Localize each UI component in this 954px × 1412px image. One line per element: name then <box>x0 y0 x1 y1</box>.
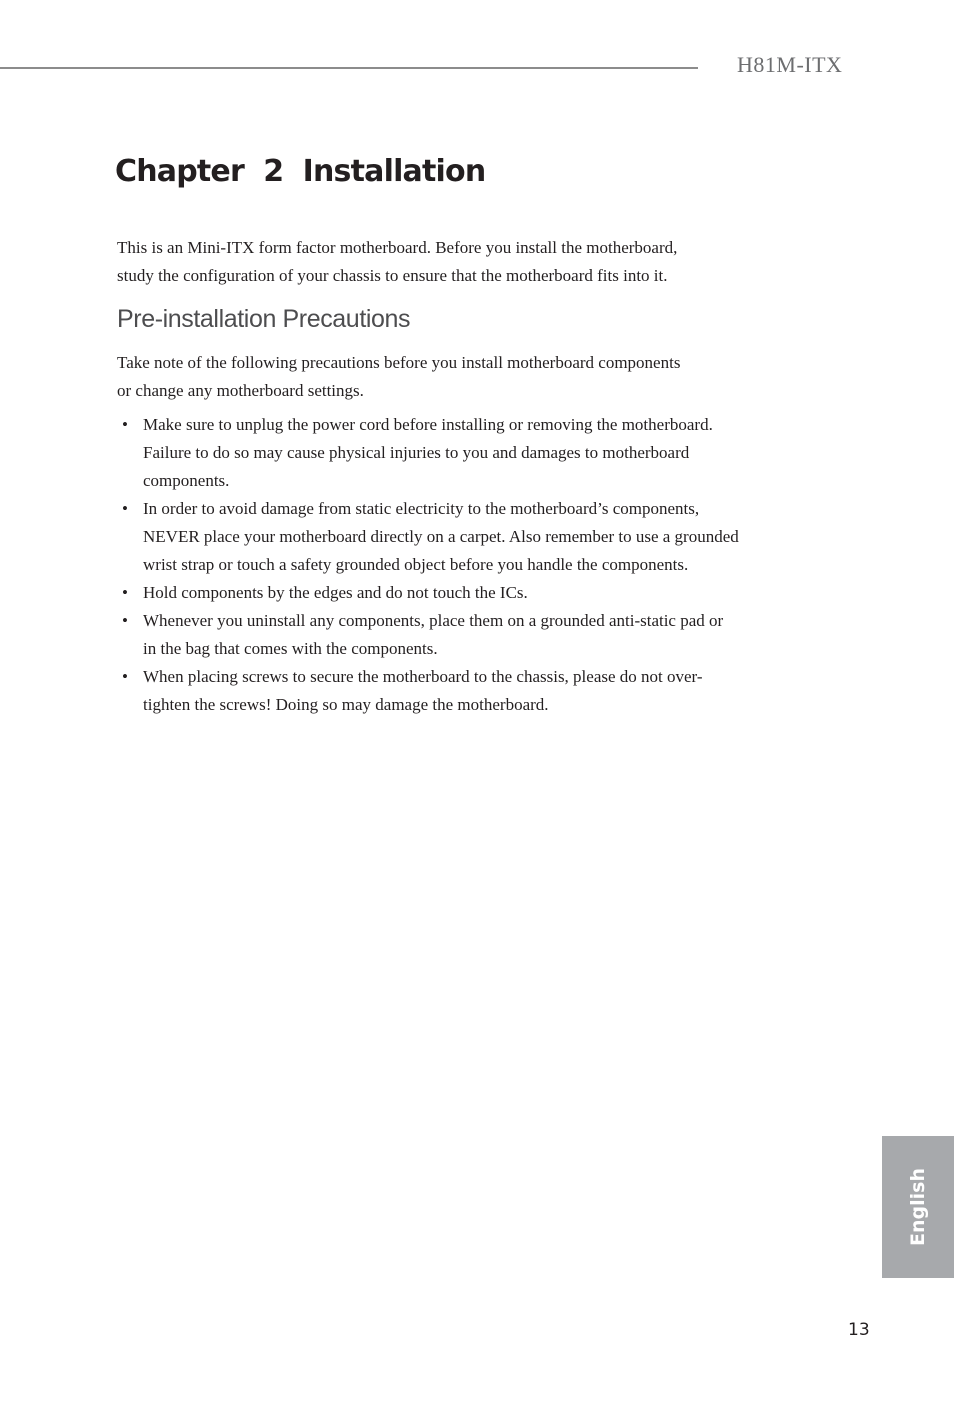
bullet: • <box>122 415 128 434</box>
precaution-line: Failure to do so may cause physical injuries to you and damages to motherboard <box>143 443 690 462</box>
precaution-line: in the bag that comes with the components. <box>143 639 438 658</box>
page-number: 13 <box>848 1320 870 1340</box>
precaution-line: NEVER place your motherboard directly on a carpet. Also remember to use a grounded <box>143 527 739 546</box>
precaution-intro-line: or change any motherboard settings. <box>117 381 364 400</box>
language-tab-label: English <box>907 1168 929 1246</box>
precaution-line: Make sure to unplug the power cord before installing or removing the motherboard. <box>143 415 713 434</box>
bullet: • <box>122 583 128 602</box>
precaution-item <box>117 411 817 495</box>
intro-paragraph <box>117 234 777 290</box>
model-name: H81M-ITX <box>737 52 843 77</box>
precaution-line: components. <box>143 471 230 490</box>
precaution-line: tighten the screws! Doing so may damage the motherboard. <box>143 695 549 714</box>
intro-line: This is an Mini-ITX form factor motherboard. Before you install the motherboard, <box>117 238 678 257</box>
precaution-item <box>117 607 817 663</box>
intro-line: study the configuration of your chassis to ensure that the motherboard fits into it. <box>117 266 668 285</box>
precaution-intro-line: Take note of the following precautions before you install motherboard components <box>117 353 681 372</box>
chapter-title: Chapter 2 Installation <box>115 154 486 189</box>
precaution-item <box>117 579 817 607</box>
precaution-line: Whenever you uninstall any components, place them on a grounded anti-static pad or <box>143 611 724 630</box>
precaution-intro <box>117 349 777 405</box>
language-tab <box>882 1136 954 1278</box>
precaution-line: Hold components by the edges and do not touch the ICs. <box>143 583 528 602</box>
section-heading: Pre-installation Precautions <box>117 305 411 333</box>
bullet: • <box>122 499 128 518</box>
bullet: • <box>122 611 128 630</box>
precaution-line: In order to avoid damage from static electricity to the motherboard’s components, <box>143 499 700 518</box>
precaution-item <box>117 663 817 719</box>
precaution-line: When placing screws to secure the motherboard to the chassis, please do not over- <box>143 667 703 686</box>
header-rule <box>0 67 698 69</box>
bullet: • <box>122 667 128 686</box>
precaution-list <box>117 411 817 719</box>
precaution-line: wrist strap or touch a safety grounded object before you handle the components. <box>143 555 689 574</box>
precaution-item <box>117 495 817 579</box>
